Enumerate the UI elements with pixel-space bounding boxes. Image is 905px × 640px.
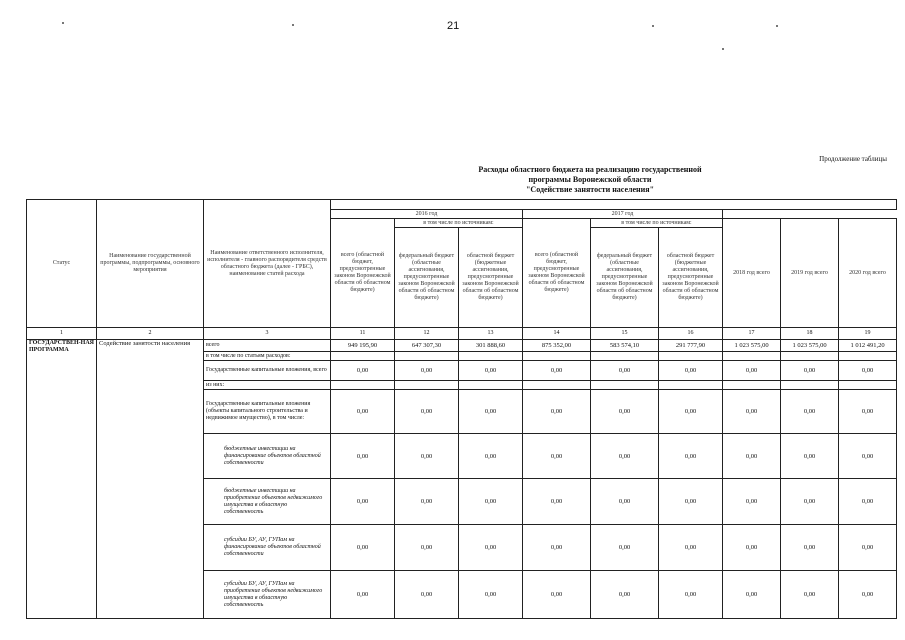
cell-value: 0,00 xyxy=(659,571,723,619)
cell-value: 0,00 xyxy=(781,479,839,525)
cell-value xyxy=(523,352,591,361)
cell-value: 291 777,90 xyxy=(659,340,723,352)
cell-value xyxy=(781,352,839,361)
cell-value: 0,00 xyxy=(395,390,459,434)
header-total-2016: всего (областной бюджет, предусмотренные законом Воронежской области об областном бюджете) xyxy=(331,219,395,328)
cell-value: 0,00 xyxy=(331,390,395,434)
cell-value: 0,00 xyxy=(395,525,459,571)
cell-value: 0,00 xyxy=(659,525,723,571)
cell-value: 0,00 xyxy=(723,390,781,434)
scan-speck xyxy=(62,22,64,24)
header-sources-2016: в том числе по источникам: xyxy=(395,219,523,228)
cell-value: 0,00 xyxy=(591,434,659,479)
scan-speck xyxy=(776,25,778,27)
table-row xyxy=(27,340,897,352)
col-number: 16 xyxy=(659,328,723,340)
row-label: субсидии БУ, АУ, ГУПам на приобретение объектов недвижимого имущества в областную собственность xyxy=(204,571,331,619)
cell-value xyxy=(723,381,781,390)
cell-value: 0,00 xyxy=(459,525,523,571)
page-number: 21 xyxy=(447,20,460,32)
cell-value: 0,00 xyxy=(723,434,781,479)
cell-value: 0,00 xyxy=(591,390,659,434)
cell-value: 1 012 491,20 xyxy=(839,340,897,352)
cell-value: 0,00 xyxy=(523,571,591,619)
cell-value: 0,00 xyxy=(839,525,897,571)
cell-value: 949 195,90 xyxy=(331,340,395,352)
scan-speck xyxy=(722,48,724,50)
col-number: 1 xyxy=(27,328,97,340)
row-label: субсидии БУ, АУ, ГУПам на финансирование объектов областной собственности xyxy=(204,525,331,571)
col-number: 19 xyxy=(839,328,897,340)
cell-value: 647 307,30 xyxy=(395,340,459,352)
cell-value xyxy=(659,352,723,361)
cell-value: 301 888,60 xyxy=(459,340,523,352)
cell-value xyxy=(591,381,659,390)
col-number: 13 xyxy=(459,328,523,340)
cell-value: 0,00 xyxy=(781,390,839,434)
header-name: Наименование государственной программы, подпрограммы, основного мероприятия xyxy=(97,200,204,328)
col-number: 3 xyxy=(204,328,331,340)
cell-value: 583 574,10 xyxy=(591,340,659,352)
header-year-2018: 2018 год всего xyxy=(723,219,781,328)
program-name: Содействие занятости населения xyxy=(97,340,204,619)
cell-value: 0,00 xyxy=(523,434,591,479)
row-label: всего xyxy=(204,340,331,352)
cell-value: 1 023 575,00 xyxy=(781,340,839,352)
row-label: бюджетные инвестиции на приобретение объектов недвижимого имущества в областную собственность xyxy=(204,479,331,525)
header-executor: Наименование ответственного исполнителя, исполнителя - главного распорядителя средств областного бюджета (далее - ГРБС), наименование статей расхода xyxy=(204,200,331,328)
scan-speck xyxy=(292,24,294,26)
cell-value: 0,00 xyxy=(459,479,523,525)
title-line-1: Расходы областного бюджета на реализацию государственной xyxy=(478,165,702,174)
cell-value xyxy=(723,352,781,361)
header-federal-2016: федеральный бюджет (областные ассигнования, предусмотренные законом Воронежской области об областном бюджете) xyxy=(395,228,459,328)
title-line-2: программы Воронежской области xyxy=(528,175,652,184)
cell-value: 0,00 xyxy=(839,390,897,434)
cell-value: 0,00 xyxy=(331,479,395,525)
cell-value xyxy=(459,352,523,361)
cell-value xyxy=(395,381,459,390)
header-regional-2016: областной бюджет (бюджетные ассигнования, предусмотренные законом Воронежской области об областном бюджете) xyxy=(459,228,523,328)
header-spacer xyxy=(331,200,897,210)
cell-value: 0,00 xyxy=(839,361,897,381)
col-number: 11 xyxy=(331,328,395,340)
header-year-2016: 2016 год xyxy=(331,210,523,219)
cell-value: 0,00 xyxy=(723,361,781,381)
row-label: в том числе по статьям расходов: xyxy=(204,352,331,361)
cell-value: 0,00 xyxy=(331,434,395,479)
cell-value: 0,00 xyxy=(331,525,395,571)
cell-value xyxy=(331,352,395,361)
header-federal-2017: федеральный бюджет (областные ассигнования, предусмотренные законом Воронежской области об областном бюджете) xyxy=(591,228,659,328)
cell-value: 0,00 xyxy=(839,571,897,619)
cell-value: 0,00 xyxy=(723,571,781,619)
cell-value: 0,00 xyxy=(659,434,723,479)
continuation-note: Продолжение таблицы xyxy=(819,155,887,163)
cell-value: 0,00 xyxy=(781,525,839,571)
cell-value: 0,00 xyxy=(523,525,591,571)
cell-value: 0,00 xyxy=(459,571,523,619)
cell-value: 0,00 xyxy=(591,525,659,571)
row-label: Государственные капитальные вложения, всего xyxy=(204,361,331,381)
cell-value xyxy=(523,381,591,390)
header-total-2017: всего (областной бюджет, предусмотренные законом Воронежской области об областном бюджете) xyxy=(523,219,591,328)
header-regional-2017: областной бюджет (бюджетные ассигнования, предусмотренные законом Воронежской области об областном бюджете) xyxy=(659,228,723,328)
cell-value: 0,00 xyxy=(395,361,459,381)
cell-value: 0,00 xyxy=(781,571,839,619)
col-number: 17 xyxy=(723,328,781,340)
cell-value: 0,00 xyxy=(659,479,723,525)
cell-value: 0,00 xyxy=(591,361,659,381)
row-label: бюджетные инвестиции на финансирование объектов областной собственности xyxy=(204,434,331,479)
cell-value: 0,00 xyxy=(331,361,395,381)
header-year-2017: 2017 год xyxy=(523,210,723,219)
cell-value: 0,00 xyxy=(781,361,839,381)
cell-value: 0,00 xyxy=(459,361,523,381)
col-number: 14 xyxy=(523,328,591,340)
cell-value: 0,00 xyxy=(331,571,395,619)
cell-value: 0,00 xyxy=(395,571,459,619)
cell-value xyxy=(839,352,897,361)
col-number: 12 xyxy=(395,328,459,340)
column-number-row xyxy=(27,328,897,340)
table-title xyxy=(440,165,740,195)
row-label: из них: xyxy=(204,381,331,390)
cell-value: 0,00 xyxy=(591,479,659,525)
cell-value xyxy=(659,381,723,390)
cell-value: 0,00 xyxy=(839,434,897,479)
budget-table xyxy=(26,199,897,619)
cell-value: 0,00 xyxy=(523,361,591,381)
cell-value xyxy=(839,381,897,390)
cell-value: 0,00 xyxy=(395,479,459,525)
title-line-3: "Содействие занятости населения" xyxy=(525,185,655,194)
cell-value xyxy=(781,381,839,390)
header-year-2020: 2020 год всего xyxy=(839,219,897,328)
header-sources-2017: в том числе по источникам: xyxy=(591,219,723,228)
cell-value: 0,00 xyxy=(781,434,839,479)
cell-value: 0,00 xyxy=(395,434,459,479)
cell-value: 0,00 xyxy=(459,390,523,434)
header-gap xyxy=(723,210,897,219)
col-number: 15 xyxy=(591,328,659,340)
cell-value: 0,00 xyxy=(659,390,723,434)
col-number: 18 xyxy=(781,328,839,340)
header-year-2019: 2019 год всего xyxy=(781,219,839,328)
cell-value xyxy=(459,381,523,390)
cell-value xyxy=(331,381,395,390)
cell-value: 0,00 xyxy=(723,525,781,571)
cell-value: 0,00 xyxy=(523,390,591,434)
cell-value: 0,00 xyxy=(523,479,591,525)
row-label: Государственные капитальные вложения (объекты капитального строительства и недвижимое имущество), в том числе: xyxy=(204,390,331,434)
cell-value: 1 023 575,00 xyxy=(723,340,781,352)
cell-value: 0,00 xyxy=(839,479,897,525)
cell-value xyxy=(591,352,659,361)
cell-value xyxy=(395,352,459,361)
cell-value: 0,00 xyxy=(459,434,523,479)
cell-value: 0,00 xyxy=(591,571,659,619)
program-status: ГОСУДАРСТВЕН-НАЯ ПРОГРАММА xyxy=(27,340,97,619)
header-status: Статус xyxy=(27,200,97,328)
col-number: 2 xyxy=(97,328,204,340)
cell-value: 875 352,00 xyxy=(523,340,591,352)
scan-speck xyxy=(652,25,654,27)
cell-value: 0,00 xyxy=(659,361,723,381)
cell-value: 0,00 xyxy=(723,479,781,525)
